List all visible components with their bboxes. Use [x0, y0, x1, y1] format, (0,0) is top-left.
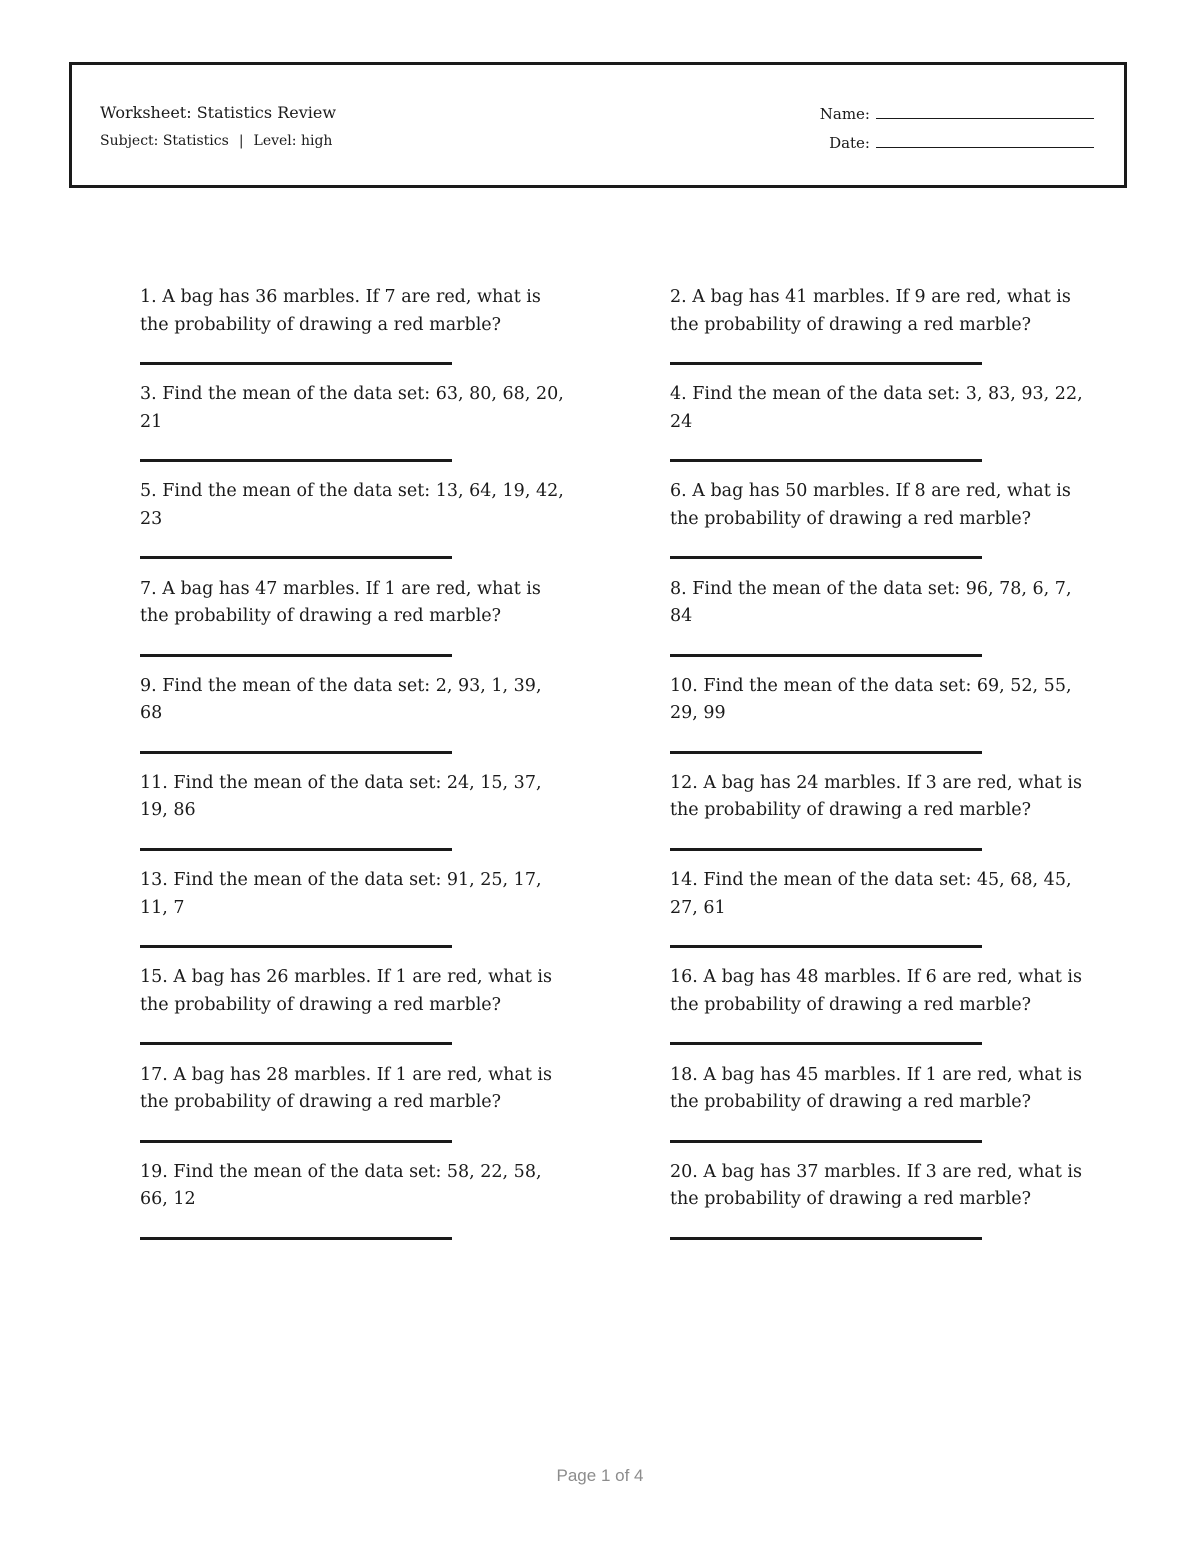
subject-label: Subject: Statistics: [100, 133, 229, 149]
question-item: [140, 284, 565, 381]
worksheet-title: Worksheet: Statistics Review: [100, 103, 337, 122]
answer-line[interactable]: [140, 1237, 452, 1240]
question-text: 17. A bag has 28 marbles. If 1 are red, what is the probability of drawing a red marble?: [140, 1064, 553, 1112]
question-item: [140, 478, 565, 575]
question-item: [140, 673, 565, 770]
date-blank-line[interactable]: [876, 133, 1094, 148]
question-text: 16. A bag has 48 marbles. If 6 are red, what is the probability of drawing a red marble?: [670, 967, 1083, 1015]
question-item: [140, 1159, 565, 1256]
question-text: 19. Find the mean of the data set: 58, 22, 58, 66, 12: [140, 1161, 542, 1210]
answer-line[interactable]: [140, 556, 452, 559]
answer-line[interactable]: [670, 1140, 982, 1143]
question-item: [670, 867, 1095, 964]
name-field[interactable]: [820, 104, 1094, 123]
question-text: 11. Find the mean of the data set: 24, 15, 37, 19, 86: [140, 772, 542, 821]
answer-line[interactable]: [670, 654, 982, 657]
level-label: Level: high: [253, 133, 333, 149]
answer-line[interactable]: [670, 1237, 982, 1240]
question-text: 14. Find the mean of the data set: 45, 68, 45, 27, 61: [670, 870, 1072, 918]
question-text: 3. Find the mean of the data set: 63, 80, 68, 20, 21: [140, 384, 564, 432]
question-text: 15. A bag has 26 marbles. If 1 are red, what is the probability of drawing a red marble?: [140, 967, 553, 1015]
answer-line[interactable]: [140, 848, 452, 851]
answer-line[interactable]: [140, 459, 452, 462]
question-item: [670, 381, 1095, 478]
question-item: [140, 867, 565, 964]
name-label: Name:: [819, 105, 870, 123]
answer-line[interactable]: [670, 1042, 982, 1045]
question-item: [670, 576, 1095, 673]
question-item: [670, 673, 1095, 770]
answer-line[interactable]: [140, 362, 452, 365]
answer-line[interactable]: [140, 1140, 452, 1143]
date-label: Date:: [829, 134, 870, 152]
question-text: 10. Find the mean of the data set: 69, 52, 55, 29, 99: [670, 675, 1072, 724]
question-text: 8. Find the mean of the data set: 96, 78, 6, 7, 84: [670, 578, 1072, 627]
question-item: [670, 1159, 1095, 1256]
question-item: [670, 284, 1095, 381]
date-field[interactable]: [829, 133, 1094, 152]
worksheet-header-box: [69, 62, 1127, 188]
question-text: 18. A bag has 45 marbles. If 1 are red, what is the probability of drawing a red marble?: [670, 1064, 1083, 1112]
answer-line[interactable]: [670, 459, 982, 462]
subject-level-separator: |: [238, 133, 244, 149]
answer-line[interactable]: [670, 556, 982, 559]
question-text: 4. Find the mean of the data set: 3, 83, 93, 22, 24: [670, 384, 1083, 432]
question-item: [140, 770, 565, 867]
question-text: 2. A bag has 41 marbles. If 9 are red, what is the probability of drawing a red marble?: [670, 287, 1071, 335]
question-item: [140, 1062, 565, 1159]
question-item: [670, 478, 1095, 575]
questions-grid: [140, 284, 1095, 1256]
question-item: [670, 1062, 1095, 1159]
question-item: [140, 381, 565, 478]
answer-line[interactable]: [670, 848, 982, 851]
answer-line[interactable]: [140, 945, 452, 948]
answer-line[interactable]: [140, 1042, 452, 1045]
question-text: 5. Find the mean of the data set: 13, 64, 19, 42, 23: [140, 481, 564, 529]
question-text: 1. A bag has 36 marbles. If 7 are red, what is the probability of drawing a red marble?: [140, 287, 541, 335]
question-text: 20. A bag has 37 marbles. If 3 are red, what is the probability of drawing a red marble?: [670, 1161, 1083, 1210]
answer-line[interactable]: [670, 945, 982, 948]
question-text: 9. Find the mean of the data set: 2, 93, 1, 39, 68: [140, 675, 542, 724]
question-item: [140, 964, 565, 1061]
question-item: [140, 576, 565, 673]
answer-line[interactable]: [140, 654, 452, 657]
subject-level-line: [100, 133, 332, 149]
name-blank-line[interactable]: [876, 104, 1094, 119]
answer-line[interactable]: [670, 751, 982, 754]
question-text: 13. Find the mean of the data set: 91, 25, 17, 11, 7: [140, 870, 542, 918]
question-text: 12. A bag has 24 marbles. If 3 are red, what is the probability of drawing a red marble?: [670, 772, 1083, 821]
question-text: 7. A bag has 47 marbles. If 1 are red, what is the probability of drawing a red marble?: [140, 578, 541, 627]
answer-line[interactable]: [140, 751, 452, 754]
question-item: [670, 964, 1095, 1061]
page-number: Page 1 of 4: [556, 1466, 644, 1485]
answer-line[interactable]: [670, 362, 982, 365]
question-text: 6. A bag has 50 marbles. If 8 are red, what is the probability of drawing a red marble?: [670, 481, 1071, 529]
question-item: [670, 770, 1095, 867]
